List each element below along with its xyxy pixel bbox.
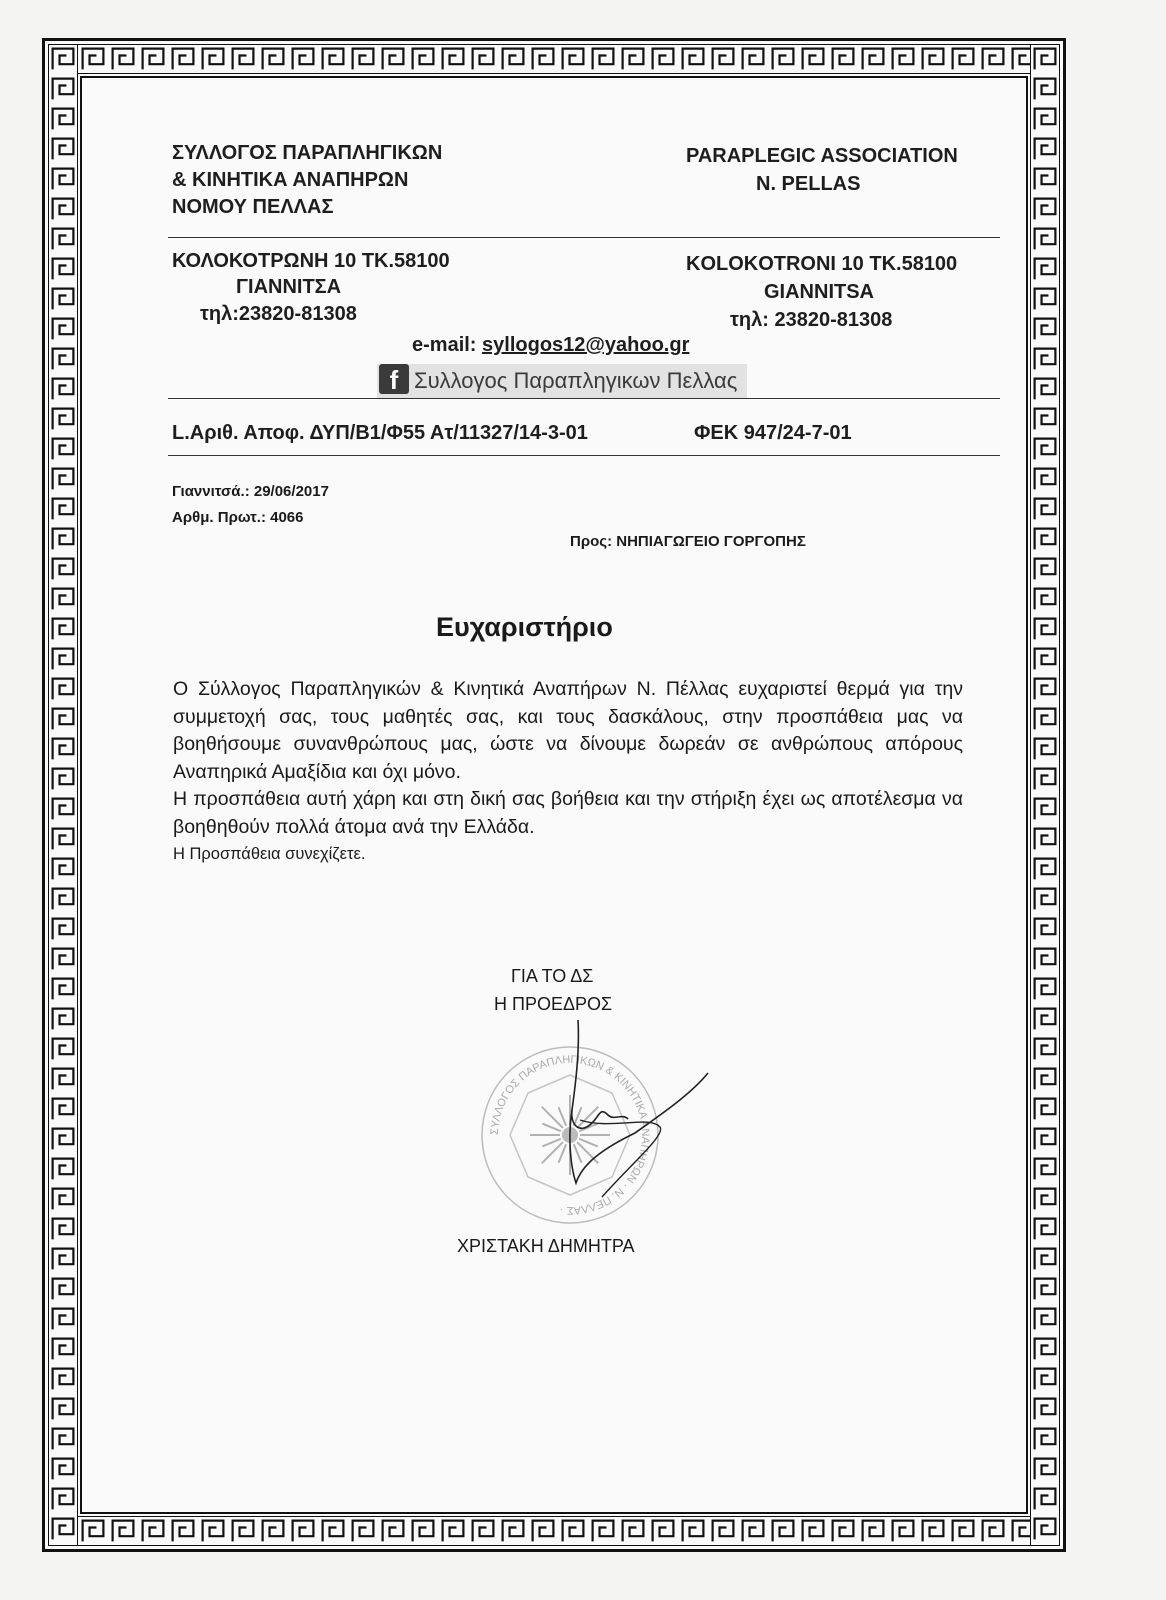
recipient: Προς: ΝΗΠΙΑΓΩΓΕΙΟ ΓΟΡΓΟΠΗΣ	[570, 533, 806, 550]
address-english-phone: τηλ: 23820-81308	[730, 309, 893, 331]
facebook-page-name[interactable]: Συλλογος Παραπληγικων Πελλας	[414, 368, 738, 393]
email-line	[412, 331, 689, 359]
letter-title: Ευχαριστήριο	[436, 612, 613, 642]
email-link[interactable]: syllogos12@yahoo.gr	[482, 334, 690, 356]
header-divider-3	[168, 455, 1000, 456]
body-paragraph-1: Ο Σύλλογος Παραπληγικών & Κινητικά Αναπήρων Ν. Πέλλας ευχαριστεί θερμά για την συμμετοχή σας, τους μαθητές σας, και τους δασκάλους, στην προσπάθεια μας να βοηθήσουμε συνανθρώπους μας, ώστε να δίνουμε δωρεάν σε ανθρώπους απόρους Αναπηρικά Αμαξίδια και όχι μόνο.	[173, 678, 963, 783]
header-divider-1	[168, 237, 1000, 238]
seal-text: ΣΥΛΛΟΓΟΣ ΠΑΡΑΠΛΗΓΙΚΩΝ & ΚΙΝΗΤΙΚΑ ΑΝΑΠΗΡΩΝ · Ν. ΠΕΛΛΑΣ ·	[488, 1053, 652, 1217]
org-name-greek-line3: ΝΟΜΟΥ ΠΕΛΛΑΣ	[172, 196, 334, 218]
signatory-name: ΧΡΙΣΤΑΚΗ ΔΗΜΗΤΡΑ	[457, 1236, 635, 1256]
registration-number: L.Αριθ. Αποφ. ΔΥΠ/Β1/Φ55 Ατ/11327/14-3-01	[172, 422, 588, 444]
address-greek-phone: τηλ:23820-81308	[200, 303, 357, 325]
letter-body	[173, 676, 963, 869]
letter-date: Γιαννιτσά.: 29/06/2017	[172, 483, 329, 500]
org-name-greek-line1: ΣΥΛΛΟΓΟΣ ΠΑΡΑΠΛΗΓΙΚΩΝ	[172, 142, 443, 164]
signature-line-2: Η ΠΡΟΕΔΡΟΣ	[494, 994, 613, 1014]
address-greek-street: ΚΟΛΟΚΟΤΡΩΝΗ 10 ΤΚ.58100	[172, 250, 450, 272]
protocol-number: Αρθμ. Πρωτ.: 4066	[172, 509, 304, 526]
header-divider-2	[168, 398, 1000, 399]
org-name-greek-line2: & ΚΙΝΗΤΙΚΑ ΑΝΑΠΗΡΩΝ	[172, 169, 409, 191]
email-label: e-mail:	[412, 334, 477, 356]
handwritten-signature	[540, 1015, 720, 1215]
facebook-icon: f	[379, 364, 409, 394]
org-name-english-line2: N. PELLAS	[756, 173, 861, 195]
signature-line-1: ΓΙΑ ΤΟ ΔΣ	[511, 966, 594, 986]
org-name-english-line1: PARAPLEGIC ASSOCIATION	[686, 145, 958, 167]
greek-key-border-left	[48, 44, 78, 1546]
fek-number: ΦΕΚ 947/24-7-01	[694, 422, 852, 444]
body-paragraph-2: Η προσπάθεια αυτή χάρη και στη δική σας βοήθεια και την στήριξη έχει ως αποτέλεσμα να βοηθηθούν πολλά άτομα ανά την Ελλάδα.	[173, 788, 963, 838]
greek-key-border-top	[48, 44, 1060, 74]
address-english-city: GIANNITSA	[764, 281, 874, 303]
greek-key-border-right	[1030, 44, 1060, 1546]
body-paragraph-3: Η Προσπάθεια συνεχίζετε.	[173, 845, 366, 863]
address-greek-city: ΓΙΑΝΝΙΤΣΑ	[236, 276, 342, 298]
greek-key-border-bottom	[48, 1516, 1060, 1546]
address-english-street: KOLOKOTRONI 10 TK.58100	[686, 253, 958, 275]
